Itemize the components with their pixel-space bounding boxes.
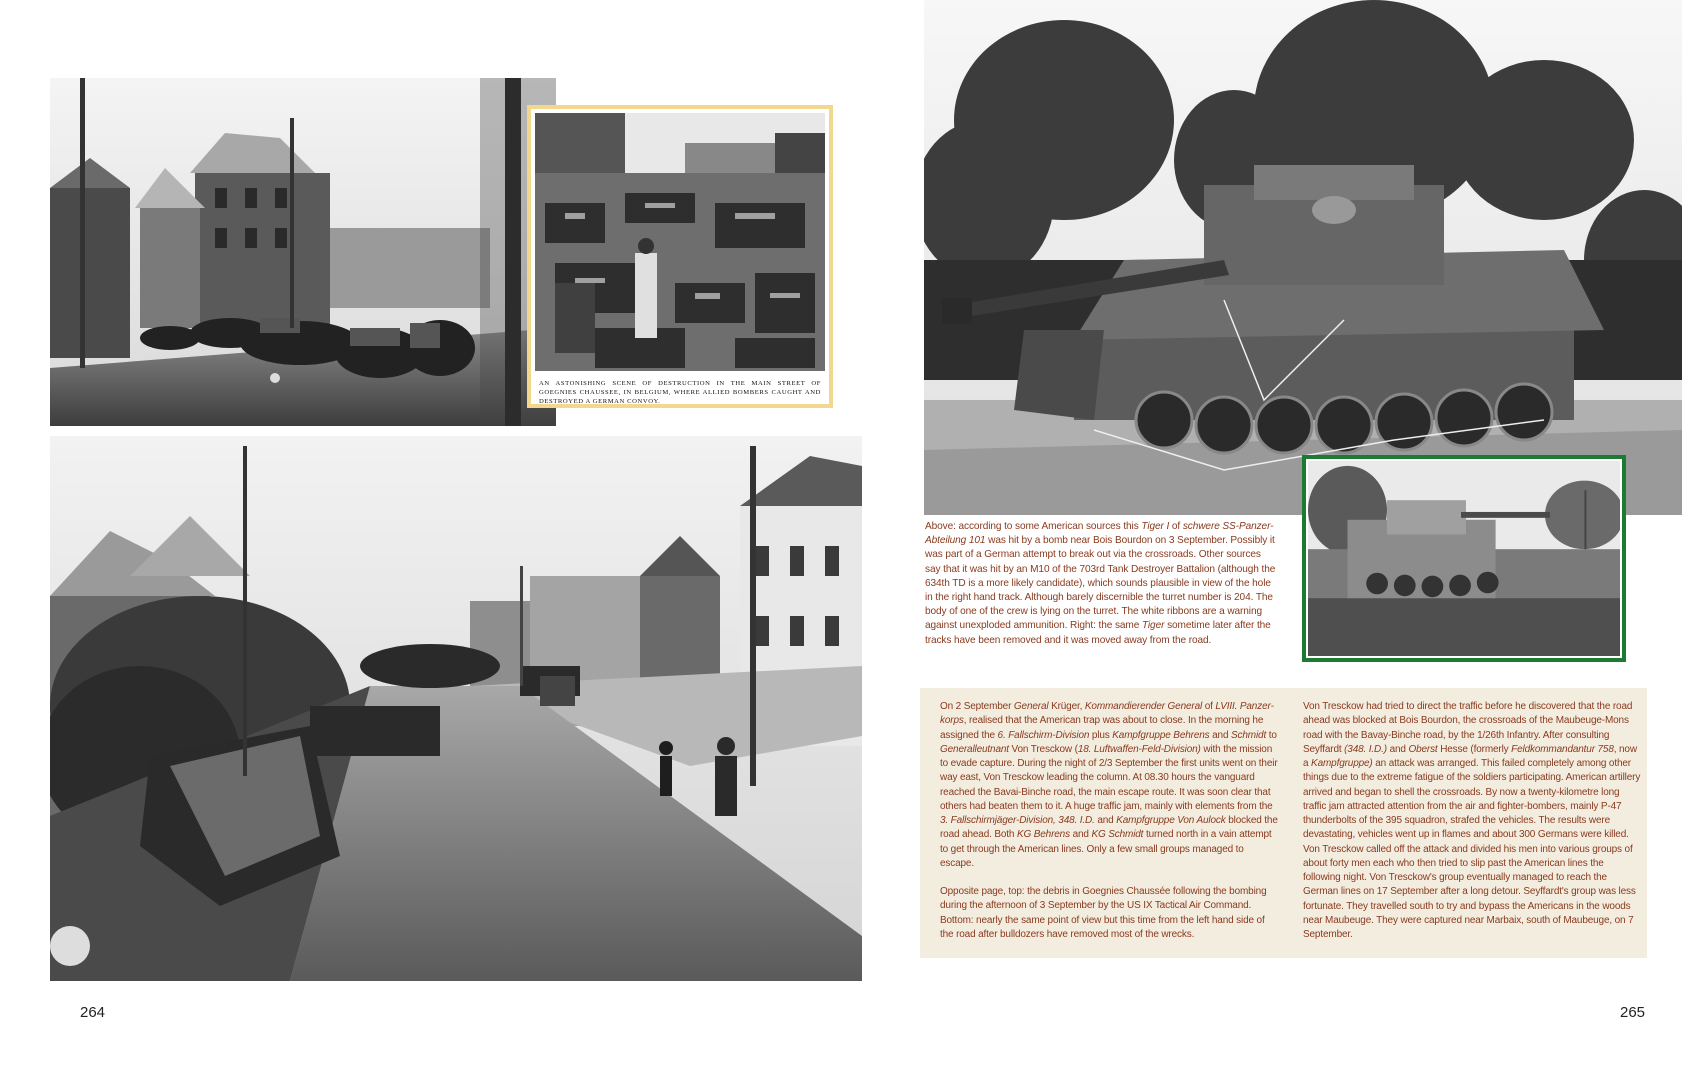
text-run: to — [1266, 729, 1277, 741]
italic-text: KG Schmidt — [1091, 829, 1144, 841]
narrative-paragraph — [1303, 700, 1643, 942]
street-ruins-photo — [50, 78, 556, 426]
text-run: On 2 September — [940, 701, 1014, 712]
text-run: an attack was arranged. This failed completely among other things due to the extreme fatigue of the soldiers participating. American artillery arrived and began to shell the crossroads. By now a twenty-kilometre long traffic jam attracted attention from the air and fighter-bombers, mainly P-47 thunderbolts of the 395 squadron, strafed the vehicles. The results were devastating, vehicles went up in flames and about 300 Germans were killed. Von Tresckow called off the attack and divided his men into various groups of about forty men each who then tried to slip past the American lines the following night. Von Tresckow's group eventually managed to reach the German lines on 17 September after a long detour. Seyffardt's group was less fortunate. They travelled south to try and bypass the Americans in the woods near Maubeuge. They were captured near Marbaix, south of Maubeuge, on 7 September. — [1303, 758, 1641, 940]
page-number-left: 264 — [80, 1004, 106, 1021]
text-run: Above: according to some American sources this — [925, 521, 1142, 532]
text-run: of — [1202, 701, 1216, 712]
narrative-paragraph — [940, 700, 1280, 871]
italic-text: Schmidt — [1231, 729, 1267, 741]
text-run: Hesse (formerly — [1437, 743, 1512, 755]
convoy-debris-photo — [535, 113, 825, 371]
text-run: and — [1209, 729, 1231, 741]
italic-text: 18. Luftwaffen-Feld-Division) — [1077, 743, 1201, 755]
text-run: Krüger, — [1048, 701, 1085, 712]
text-run: sometime later after the tracks have been removed and it was moved away from the road. — [925, 620, 1271, 646]
italic-text: Feldkommandantur 758 — [1511, 743, 1614, 755]
text-run: blocked the road ahead. Both — [940, 815, 1278, 841]
text-run: turned north in a vain attempt to get through the American lines. Only a few small groups managed to escape. — [940, 829, 1272, 869]
tiger-tank-later-photo — [1302, 455, 1626, 662]
text-run: , realised that the American trap was about to close. In the morning he assigned the — [940, 715, 1264, 741]
page-number-right: 265 — [1620, 1004, 1646, 1021]
text-run: and — [1069, 829, 1092, 841]
italic-text: General — [1013, 701, 1049, 712]
italic-text: LVIII. Panzerkorps — [940, 701, 1275, 727]
text-run: of — [1169, 521, 1183, 532]
italic-text: Tiger I — [1141, 521, 1170, 532]
text-run: , now a — [1303, 743, 1637, 769]
text-column-left — [940, 700, 1280, 942]
italic-text: KG Behrens — [1016, 829, 1070, 841]
text-run: plus — [1089, 729, 1113, 741]
italic-text: Oberst — [1408, 743, 1438, 755]
italic-text: Generalleutnant — [940, 743, 1009, 755]
italic-text: Kampfgruppe Behrens — [1112, 729, 1210, 741]
italic-text: 3. Fallschirmjäger-Division, 348. I.D. — [940, 815, 1095, 826]
text-run: and — [1094, 815, 1117, 826]
italic-text: Kampfgruppe Von Aulock — [1116, 815, 1226, 826]
italic-text: 6. Fallschirm-Division — [997, 729, 1090, 741]
tiger-photo-caption — [925, 520, 1277, 648]
italic-text: Tiger — [1141, 620, 1165, 632]
italic-text: schwere SS-Panzer-Abteilung 101 — [925, 521, 1274, 547]
text-run: with the mission to evade capture. During the night of 2/3 September the first units went on their way east, Von Tresckow leading the column. At 08.30 hours the vanguard reached the Bavai-Binche road, the main escape route. It was soon clear that others had beaten them to it. A huge traffic jam, mainly with elements from the — [940, 743, 1278, 812]
text-run: and — [1386, 743, 1409, 755]
text-run: Von Tresckow had tried to direct the traffic before he discovered that the road ahead was blocked at Bois Bourdon, the crossroads of the Maubeuge-Mons road with the Bavay-Binche road, by the 1/26th Infantry. After consulting Seyffardt — [1303, 701, 1633, 755]
newspaper-clipping-photo — [527, 105, 833, 408]
text-run: Opposite page, top: the debris in Goegnies Chaussée following the bombing during the afternoon of 3 September by the US IX Tactical Air Command. Bottom: nearly the same point of view but this time from the left hand side of the road after bulldozers have removed most of the wrecks. — [940, 886, 1267, 940]
italic-text: Kampfgruppe) — [1311, 758, 1373, 769]
main-text-box — [920, 688, 1647, 958]
text-column-right — [1303, 700, 1643, 942]
italic-text: Kommandierender General — [1084, 701, 1203, 712]
opposite-page-caption — [940, 885, 1280, 942]
italic-text: (348. I.D.) — [1344, 743, 1387, 755]
tiger-tank-photo — [924, 0, 1682, 515]
cleared-street-photo — [50, 436, 862, 981]
text-run: Von Tresckow ( — [1008, 743, 1078, 755]
inset-photo-caption: AN ASTONISHING SCENE OF DESTRUCTION IN THE MAIN STREET OF GOEGNIES CHAUSSEE, IN BELGIUM, WHERE ALLIED BOMBERS CAUGHT AND DESTROYED A GERMAN CONVOY. — [539, 380, 821, 405]
text-run: was hit by a bomb near Bois Bourdon on 3 September. Possibly it was part of a German attempt to break out via the crossroads. Other sources say that it was hit by an M10 of the 703rd Tank Destroyer Battalion (although the 634th TD is a more likely candidate), which sounds plausible in view of the hole in the right hand track. Although barely discernible the turret number is 204. The body of one of the crew is lying on the turret. The white ribbons are a warning against unexploded ammunition. Right: the same — [925, 535, 1276, 632]
